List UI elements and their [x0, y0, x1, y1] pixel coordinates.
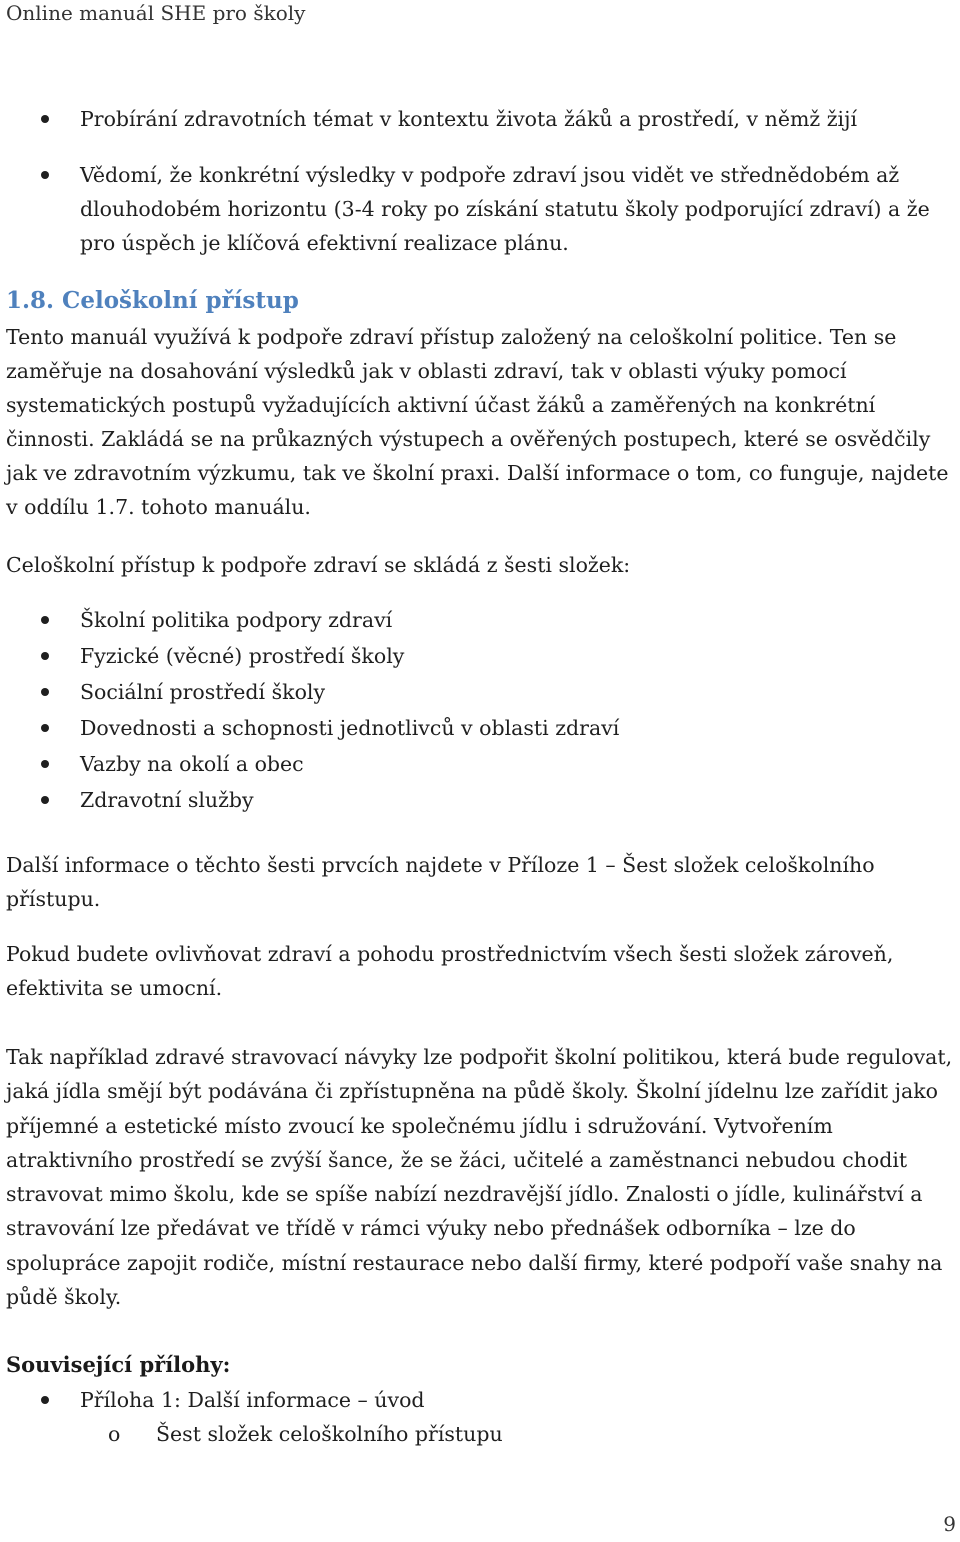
subitem-label: Šest složek celoškolního přístupu	[156, 1422, 503, 1446]
list-item: Vazby na okolí a obec	[0, 746, 952, 782]
components-list	[0, 602, 952, 818]
list-item: Vědomí, že konkrétní výsledky v podpoře zdraví jsou vidět ve střednědobém až dlouhodobém horizontu (3-4 roky po získání statutu školy podporující zdraví) a že pro úspěch je klíčová efektivní realizace plánu.	[0, 158, 952, 260]
paragraph: Další informace o těchto šesti prvcích najdete v Příloze 1 – Šest složek celoškolního přístupu.	[6, 853, 875, 911]
attachment-item: Příloha 1: Další informace – úvod	[0, 1383, 952, 1417]
list-item: Sociální prostředí školy	[0, 674, 952, 710]
top-bullet-list	[0, 102, 952, 260]
list-item: Fyzické (věcné) prostředí školy	[0, 638, 952, 674]
attachments-list	[0, 1383, 952, 1417]
list-item: Probírání zdravotních témat v kontextu života žáků a prostředí, v němž žijí	[0, 102, 952, 136]
section-heading: 1.8. Celoškolní přístup	[6, 287, 299, 314]
paragraph: Celoškolní přístup k podpoře zdraví se skládá z šesti složek:	[6, 553, 631, 577]
paragraph: Tak například zdravé stravovací návyky lze podpořit školní politikou, která bude regulovat, jaká jídla smějí být podávána či zpřístupněna na půdě školy. Školní jídelnu lze zařídit jako příjemné a estetické místo zvoucí ke společnému jídlu i sdružování. Vytvořením atraktivního prostředí se zvýší šance, že se žáci, učitelé a zaměstnanci nebudou chodit stravovat mimo školu, kde se spíše nabízí nezdravější jídlo. Znalosti o jídle, kulinářství a stravování lze předávat ve třídě v rámci výuky nebo přednášek odborníka – lze do spolupráce zapojit rodiče, místní restaurace nebo další firmy, které podpoří vaše snahy na půdě školy.	[6, 1045, 953, 1310]
list-item: Školní politika podpory zdraví	[0, 602, 952, 638]
paragraph: Tento manuál využívá k podpoře zdraví přístup založený na celoškolní politice. Ten se zaměřuje na dosahování výsledků jak v oblasti zdraví, tak v oblasti výuky pomocí systematických postupů vyžadujících aktivní účast žáků a zaměřených na konkrétní činnosti. Zakládá se na průkazných výstupech a ověřených postupech, které se osvědčily jak ve zdravotním výzkumu, tak ve školní praxi. Další informace o tom, co funguje, najdete v oddílu 1.7. tohoto manuálu.	[6, 325, 949, 519]
list-item: Dovednosti a schopnosti jednotlivců v oblasti zdraví	[0, 710, 952, 746]
document-header: Online manuál SHE pro školy	[6, 1, 306, 25]
paragraph: Pokud budete ovlivňovat zdraví a pohodu prostřednictvím všech šesti složek zároveň, efektivita se umocní.	[6, 942, 894, 1000]
subitem-marker: o	[108, 1422, 121, 1446]
page-number: 9	[943, 1512, 956, 1536]
list-item: Zdravotní služby	[0, 782, 952, 818]
attachments-title: Související přílohy:	[6, 1352, 231, 1377]
attachment-subitem	[108, 1418, 503, 1450]
